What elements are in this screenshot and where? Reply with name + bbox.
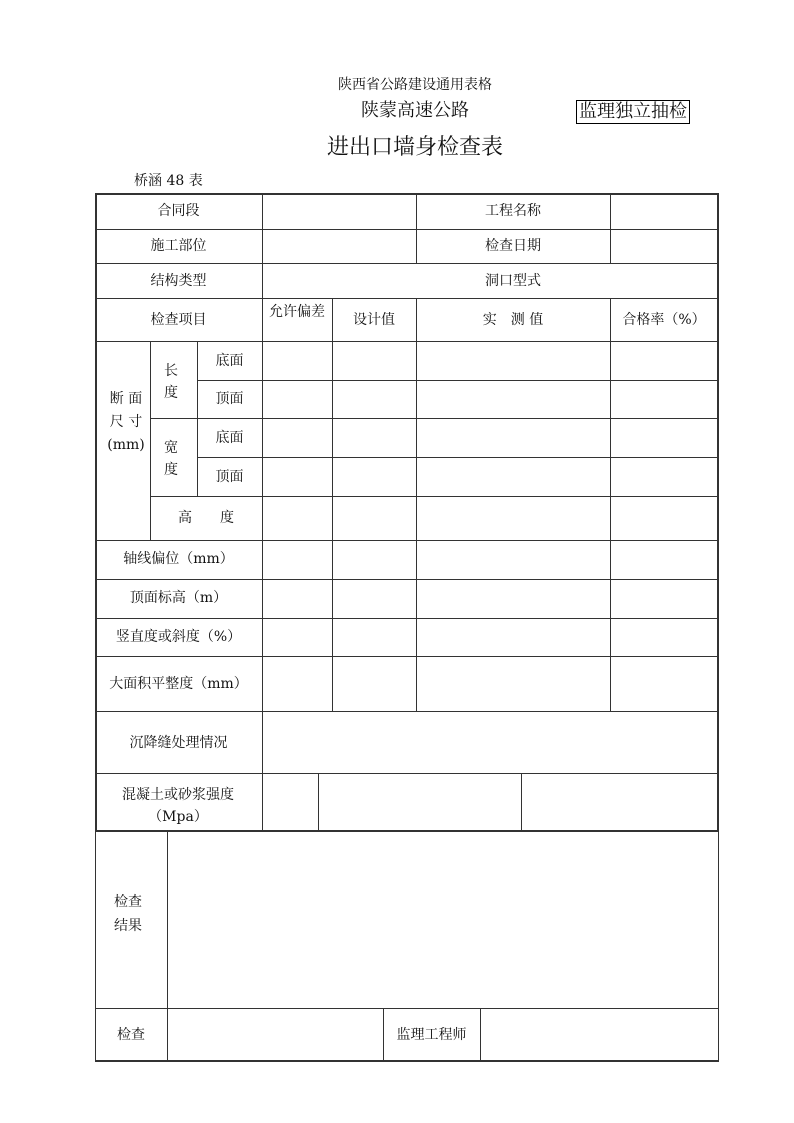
label-width: 宽度 <box>164 440 178 478</box>
grid-line <box>521 773 522 831</box>
label-width-bottom: 底面 <box>215 430 244 446</box>
grid-line <box>718 830 719 1061</box>
grid-line <box>95 830 719 832</box>
form-number: 桥涵 48 表 <box>134 173 203 189</box>
grid-line <box>150 418 719 419</box>
grid-line <box>318 773 319 831</box>
label-width-top: 顶面 <box>215 469 244 485</box>
grid-line <box>95 618 719 619</box>
form-title: 进出口墙身检查表 <box>326 135 503 160</box>
grid-line <box>95 656 719 657</box>
grid-line <box>95 263 719 264</box>
col-design: 设计值 <box>353 312 395 328</box>
grid-line <box>95 773 719 774</box>
grid-line <box>610 193 611 264</box>
grid-line <box>95 193 719 195</box>
label-portal: 洞口型式 <box>485 273 541 289</box>
grid-line <box>95 229 719 230</box>
grid-line <box>197 380 719 381</box>
grid-line <box>95 1060 719 1062</box>
label-site: 施工部位 <box>150 238 207 254</box>
grid-line <box>416 298 417 712</box>
label-length-top: 顶面 <box>215 391 244 407</box>
label-supervising-engineer: 监理工程师 <box>396 1027 467 1043</box>
label-concrete-strength: 混凝土或砂浆强度（Mpa） <box>122 787 234 825</box>
label-project-name: 工程名称 <box>485 203 541 219</box>
grid-line <box>95 711 719 712</box>
grid-line <box>167 830 168 1061</box>
project-title: 陕蒙高速公路 <box>361 100 469 121</box>
label-date: 检查日期 <box>485 238 541 254</box>
grid-line <box>717 193 719 831</box>
stamp-label: 监理独立抽检 <box>576 100 690 124</box>
grid-line <box>95 830 96 1061</box>
col-tolerance: 允许偏差 <box>269 304 325 320</box>
grid-line <box>610 298 611 712</box>
label-inspector: 检查 <box>117 1027 145 1043</box>
col-measured: 实 测 值 <box>482 312 544 328</box>
label-length: 长度 <box>164 363 178 401</box>
label-top-elevation: 顶面标高（m） <box>129 590 228 606</box>
grid-line <box>95 298 719 299</box>
label-verticality: 竖直度或斜度（%） <box>115 629 242 645</box>
col-pass-rate: 合格率（%） <box>622 312 706 328</box>
label-settlement-joint: 沉降缝处理情况 <box>129 735 228 751</box>
grid-line <box>150 496 719 497</box>
org-title: 陕西省公路建设通用表格 <box>338 77 492 93</box>
label-height: 高 度 <box>178 510 234 526</box>
label-length-bottom: 底面 <box>215 353 244 369</box>
label-axis-offset: 轴线偏位（mm） <box>123 551 234 567</box>
grid-line <box>95 341 719 342</box>
label-inspection-result: 检查结果 <box>114 894 142 934</box>
grid-line <box>262 193 263 774</box>
grid-line <box>95 540 719 541</box>
label-flatness: 大面积平整度（mm） <box>109 676 248 692</box>
col-item: 检查项目 <box>150 312 207 328</box>
grid-line <box>262 773 263 831</box>
grid-line <box>197 457 719 458</box>
grid-line <box>480 1008 481 1061</box>
grid-line <box>332 298 333 712</box>
grid-line <box>95 1008 719 1009</box>
label-section-size: 断 面 尺 寸 (mm) <box>107 391 145 453</box>
label-structure: 结构类型 <box>150 273 207 289</box>
grid-line <box>95 579 719 580</box>
label-contract: 合同段 <box>157 203 200 219</box>
